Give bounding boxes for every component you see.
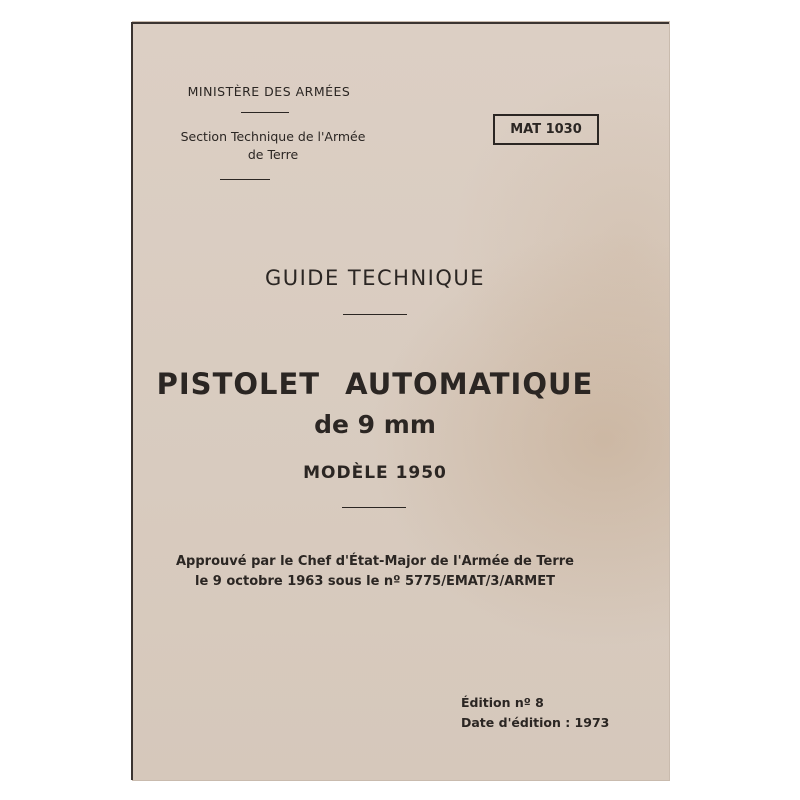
section-line-2: de Terre [247,147,299,162]
reference-number: MAT 1030 [510,122,582,137]
divider-rule [220,179,270,180]
divider-rule [241,112,289,113]
ministry-name: MINISTÈRE DES ARMÉES [187,84,351,99]
divider-rule [342,507,406,508]
top-edge [133,22,669,24]
divider-rule [343,314,407,315]
guide-title: GUIDE TECHNIQUE [264,266,486,290]
caliber-subtitle: de 9 mm [314,410,436,439]
approval-line-2: le 9 octobre 1963 sous le nº 5775/EMAT/3/ARMET [195,574,555,589]
section-line-1: Section Technique de l'Armée [180,129,366,144]
booklet-cover [133,22,669,780]
approval-statement [133,552,617,592]
edition-date: Date d'édition : 1973 [461,715,610,730]
issuing-section [133,128,413,164]
approval-line-1: Approuvé par le Chef d'État-Major de l'Armée de Terre [176,554,574,569]
edition-info [461,693,661,733]
edition-number: Édition nº 8 [461,695,544,710]
reference-box [493,114,599,145]
model-designation: MODÈLE 1950 [303,463,447,483]
main-title: PISTOLET AUTOMATIQUE [156,367,594,401]
